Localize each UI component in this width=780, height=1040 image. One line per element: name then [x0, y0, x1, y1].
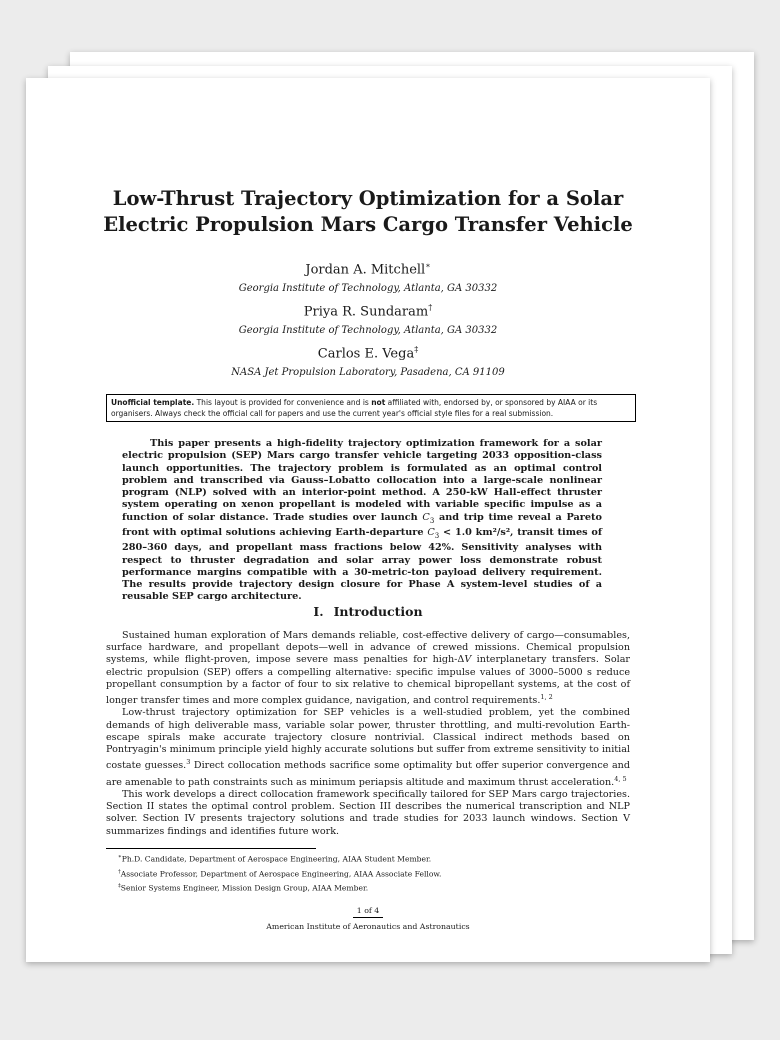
footnote-mark: ‡: [118, 883, 121, 890]
paper-page: [26, 78, 710, 962]
disclaimer-notice: Unofficial template. This layout is provided for convenience and is not affiliated with, endorsed by, or sponsored by AIAA or its organisers. Always check the official call for papers and use the current year's official style files for a real submission.: [106, 394, 636, 422]
introduction-body: [106, 630, 630, 838]
author-name: Jordan A. Mitchell∗: [305, 261, 431, 278]
paragraph-3: This work develops a direct collocation framework specifically tailored for SEP Mars cargo trajectories. Section II states the optimal control problem. Section III describes the numerical transcription and NLP solver. Section IV presents trajectory solutions and trade studies for 2033 launch windows. Section V summarizes findings and identifies future work.: [106, 789, 630, 837]
footnote-mark: ∗: [118, 854, 122, 860]
author-block: [26, 256, 710, 382]
page-number: 1 of 4: [353, 906, 383, 918]
footnote: ∗Ph.D. Candidate, Department of Aerospace Engineering, AIAA Student Member.: [118, 854, 432, 864]
author-name: Priya R. Sundaram†: [303, 303, 433, 320]
title-line-2: Electric Propulsion Mars Cargo Transfer Vehicle: [103, 213, 633, 236]
footnote: †Associate Professor, Department of Aerospace Engineering, AIAA Associate Fellow.: [118, 868, 442, 879]
paragraph-2: Low-thrust trajectory optimization for SEP vehicles is a well-studied problem, yet the combined demands of high deliverable mass, variable solar power, thruster throttling, and multi-revolution Earth-escape spirals make accurate trajectory closure nontrivial. Classical indirect methods based on Pontryagin's minimum principle yield highly accurate solutions but suffer from extreme sensitivity to initial costate guesses.$^3$ Direct collocation methods sacrifice some optimality but offer superior convergence and are amenable to path constraints such as minimum periapsis altitude and maximum thrust acceleration.$^{4, 5}$: [106, 707, 630, 788]
citation: 1, 2: [540, 693, 553, 702]
notice-emphasis: not: [371, 398, 386, 407]
paragraph-1: Sustained human exploration of Mars demands reliable, cost-effective delivery of cargo—consumables, surface hardware, and propellant depots—well in advance of crewed missions. Chemical propulsion systems, while flight-proven, impose severe mass penalties for high-ΔV interplanetary transfers. Solar electric propulsion (SEP) offers a compelling alternative: specific impulse values of 3000–5000 s reduce propellant consumption by a factor of four to six relative to chemical bipropellant systems, at the cost of longer transfer times and more complex guidance, navigation, and control requirements.$^{1, 2}$: [106, 630, 630, 707]
footer-organization: American Institute of Aeronautics and Astronautics: [266, 922, 470, 931]
author-affiliation: NASA Jet Propulsion Laboratory, Pasadena, CA 91109: [231, 367, 505, 379]
footnote-rule: [106, 848, 316, 849]
abstract: This paper presents a high-fidelity trajectory optimization framework for a solar electric propulsion (SEP) Mars cargo transfer vehicle targeting 2033 opposition-class launch opportunities. The trajectory problem is formulated as an optimal control problem and transcribed via Gauss–Lobatto collocation into a large-scale nonlinear program (NLP) solved with an interior-point method. A 250-kW Hall-effect thruster system operating on xenon propellant is modeled with variable specific impulse as a function of solar distance. Trade studies over launch $C_3$ and trip time reveal a Pareto front with optimal solutions achieving Earth-departure $C_3 < 1.0$ km²/s², transit times of 280–360 days, and propellant mass fractions below 42%. Sensitivity analyses with respect to thruster degradation and solar array power loss demonstrate robust performance margins compatible with a 30-metric-ton payload delivery requirement. The results provide trajectory design closure for Phase A system-level studies of a reusable SEP cargo architecture.: [122, 438, 602, 603]
author-affiliation: Georgia Institute of Technology, Atlanta, GA 30332: [238, 325, 498, 337]
footnote-mark: †: [118, 868, 121, 875]
author-name: Carlos E. Vega‡: [317, 345, 419, 362]
title-line-1: Low-Thrust Trajectory Optimization for a Solar: [112, 187, 624, 210]
footnotes: [106, 851, 626, 895]
author-2: [26, 298, 710, 340]
section-title: Introduction: [333, 604, 423, 619]
section-number: I.: [313, 604, 324, 619]
citation: 4, 5: [614, 774, 627, 783]
author-mark: †: [428, 303, 433, 312]
author-affiliation: Georgia Institute of Technology, Atlanta, GA 30332: [238, 283, 498, 295]
author-3: [26, 340, 710, 382]
footnote: ‡Senior Systems Engineer, Mission Design Group, AIAA Member.: [118, 883, 369, 893]
page-footer: [26, 906, 710, 931]
section-heading-introduction: [26, 604, 710, 619]
notice-lead: Unofficial template.: [111, 398, 195, 407]
paper-title: [26, 186, 710, 238]
author-1: [26, 256, 710, 298]
citation: 3: [186, 758, 191, 767]
author-mark: ∗: [425, 261, 431, 270]
author-mark: ‡: [414, 345, 419, 354]
